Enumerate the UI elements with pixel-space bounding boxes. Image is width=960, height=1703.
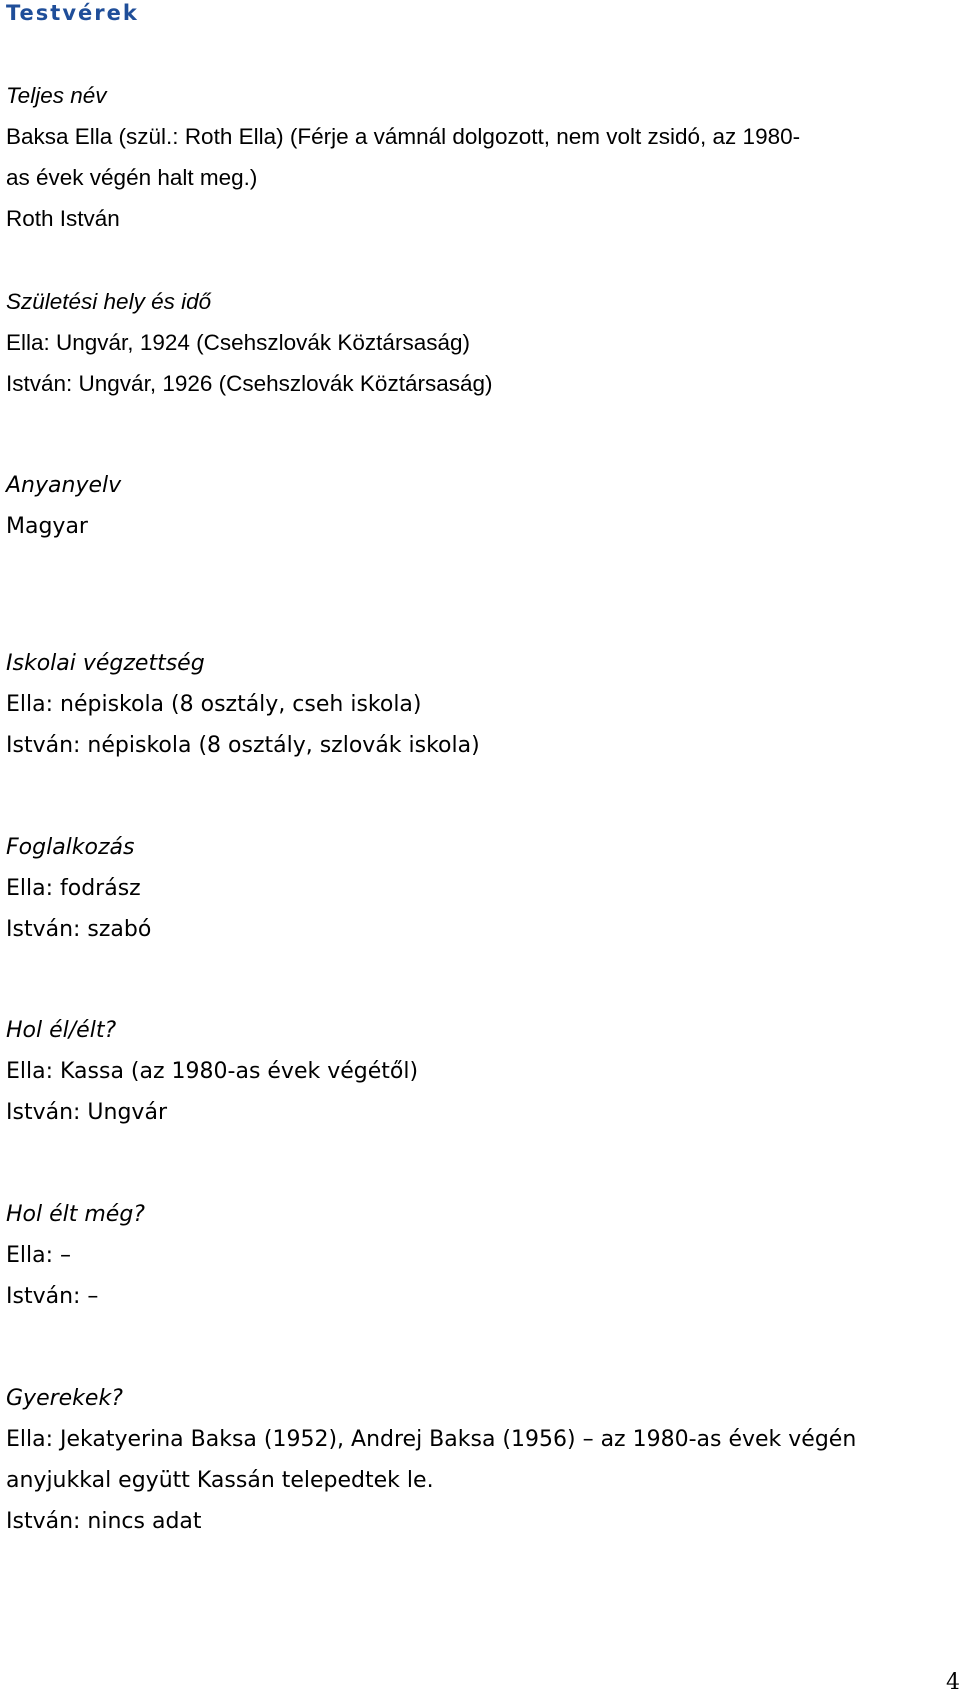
section-line: Ella: Ungvár, 1924 (Csehszlovák Köztársaság) [6,330,470,355]
section-line: Baksa Ella (szül.: Roth Ella) (Férje a vámnál dolgozott, nem volt zsidó, az 1980- [6,124,801,149]
section-full-name [6,75,946,239]
section-label: Anyanyelv [6,473,122,498]
section-language [6,465,946,547]
section-children [6,1378,946,1542]
section-line: Roth István [6,206,120,231]
section-line: Magyar [6,514,88,539]
page-number: 4 [946,1670,960,1695]
section-line: Ella: Kassa (az 1980-as évek végétől) [6,1059,419,1084]
section-line: anyjukkal együtt Kassán telepedtek le. [6,1468,434,1493]
section-line: István: nincs adat [6,1509,202,1534]
section-line: István: – [6,1284,99,1309]
section-label: Születési hely és idő [6,289,212,314]
section-label: Hol élt még? [6,1202,145,1227]
section-label: Iskolai végzettség [6,651,205,676]
section-line: István: Ungvár, 1926 (Csehszlovák Köztársaság) [6,371,493,396]
section-line: Ella: fodrász [6,876,141,901]
section-line: István: szabó [6,917,152,942]
section-line: Ella: népiskola (8 osztály, cseh iskola) [6,692,422,717]
section-label: Hol él/élt? [6,1018,117,1043]
section-other-residence [6,1194,946,1317]
section-label: Foglalkozás [6,835,135,860]
section-occupation [6,827,946,950]
section-birth [6,281,946,404]
section-residence [6,1010,946,1133]
section-label: Gyerekek? [6,1386,123,1411]
page-title: Testvérek [6,1,139,25]
section-line: Ella: – [6,1243,72,1268]
section-line: Ella: Jekatyerina Baksa (1952), Andrej Baksa (1956) – az 1980-as évek végén [6,1427,857,1452]
section-line: István: népiskola (8 osztály, szlovák iskola) [6,733,480,758]
section-education [6,643,946,766]
section-label: Teljes név [6,83,107,108]
section-line: István: Ungvár [6,1100,167,1125]
section-line: as évek végén halt meg.) [6,165,258,190]
